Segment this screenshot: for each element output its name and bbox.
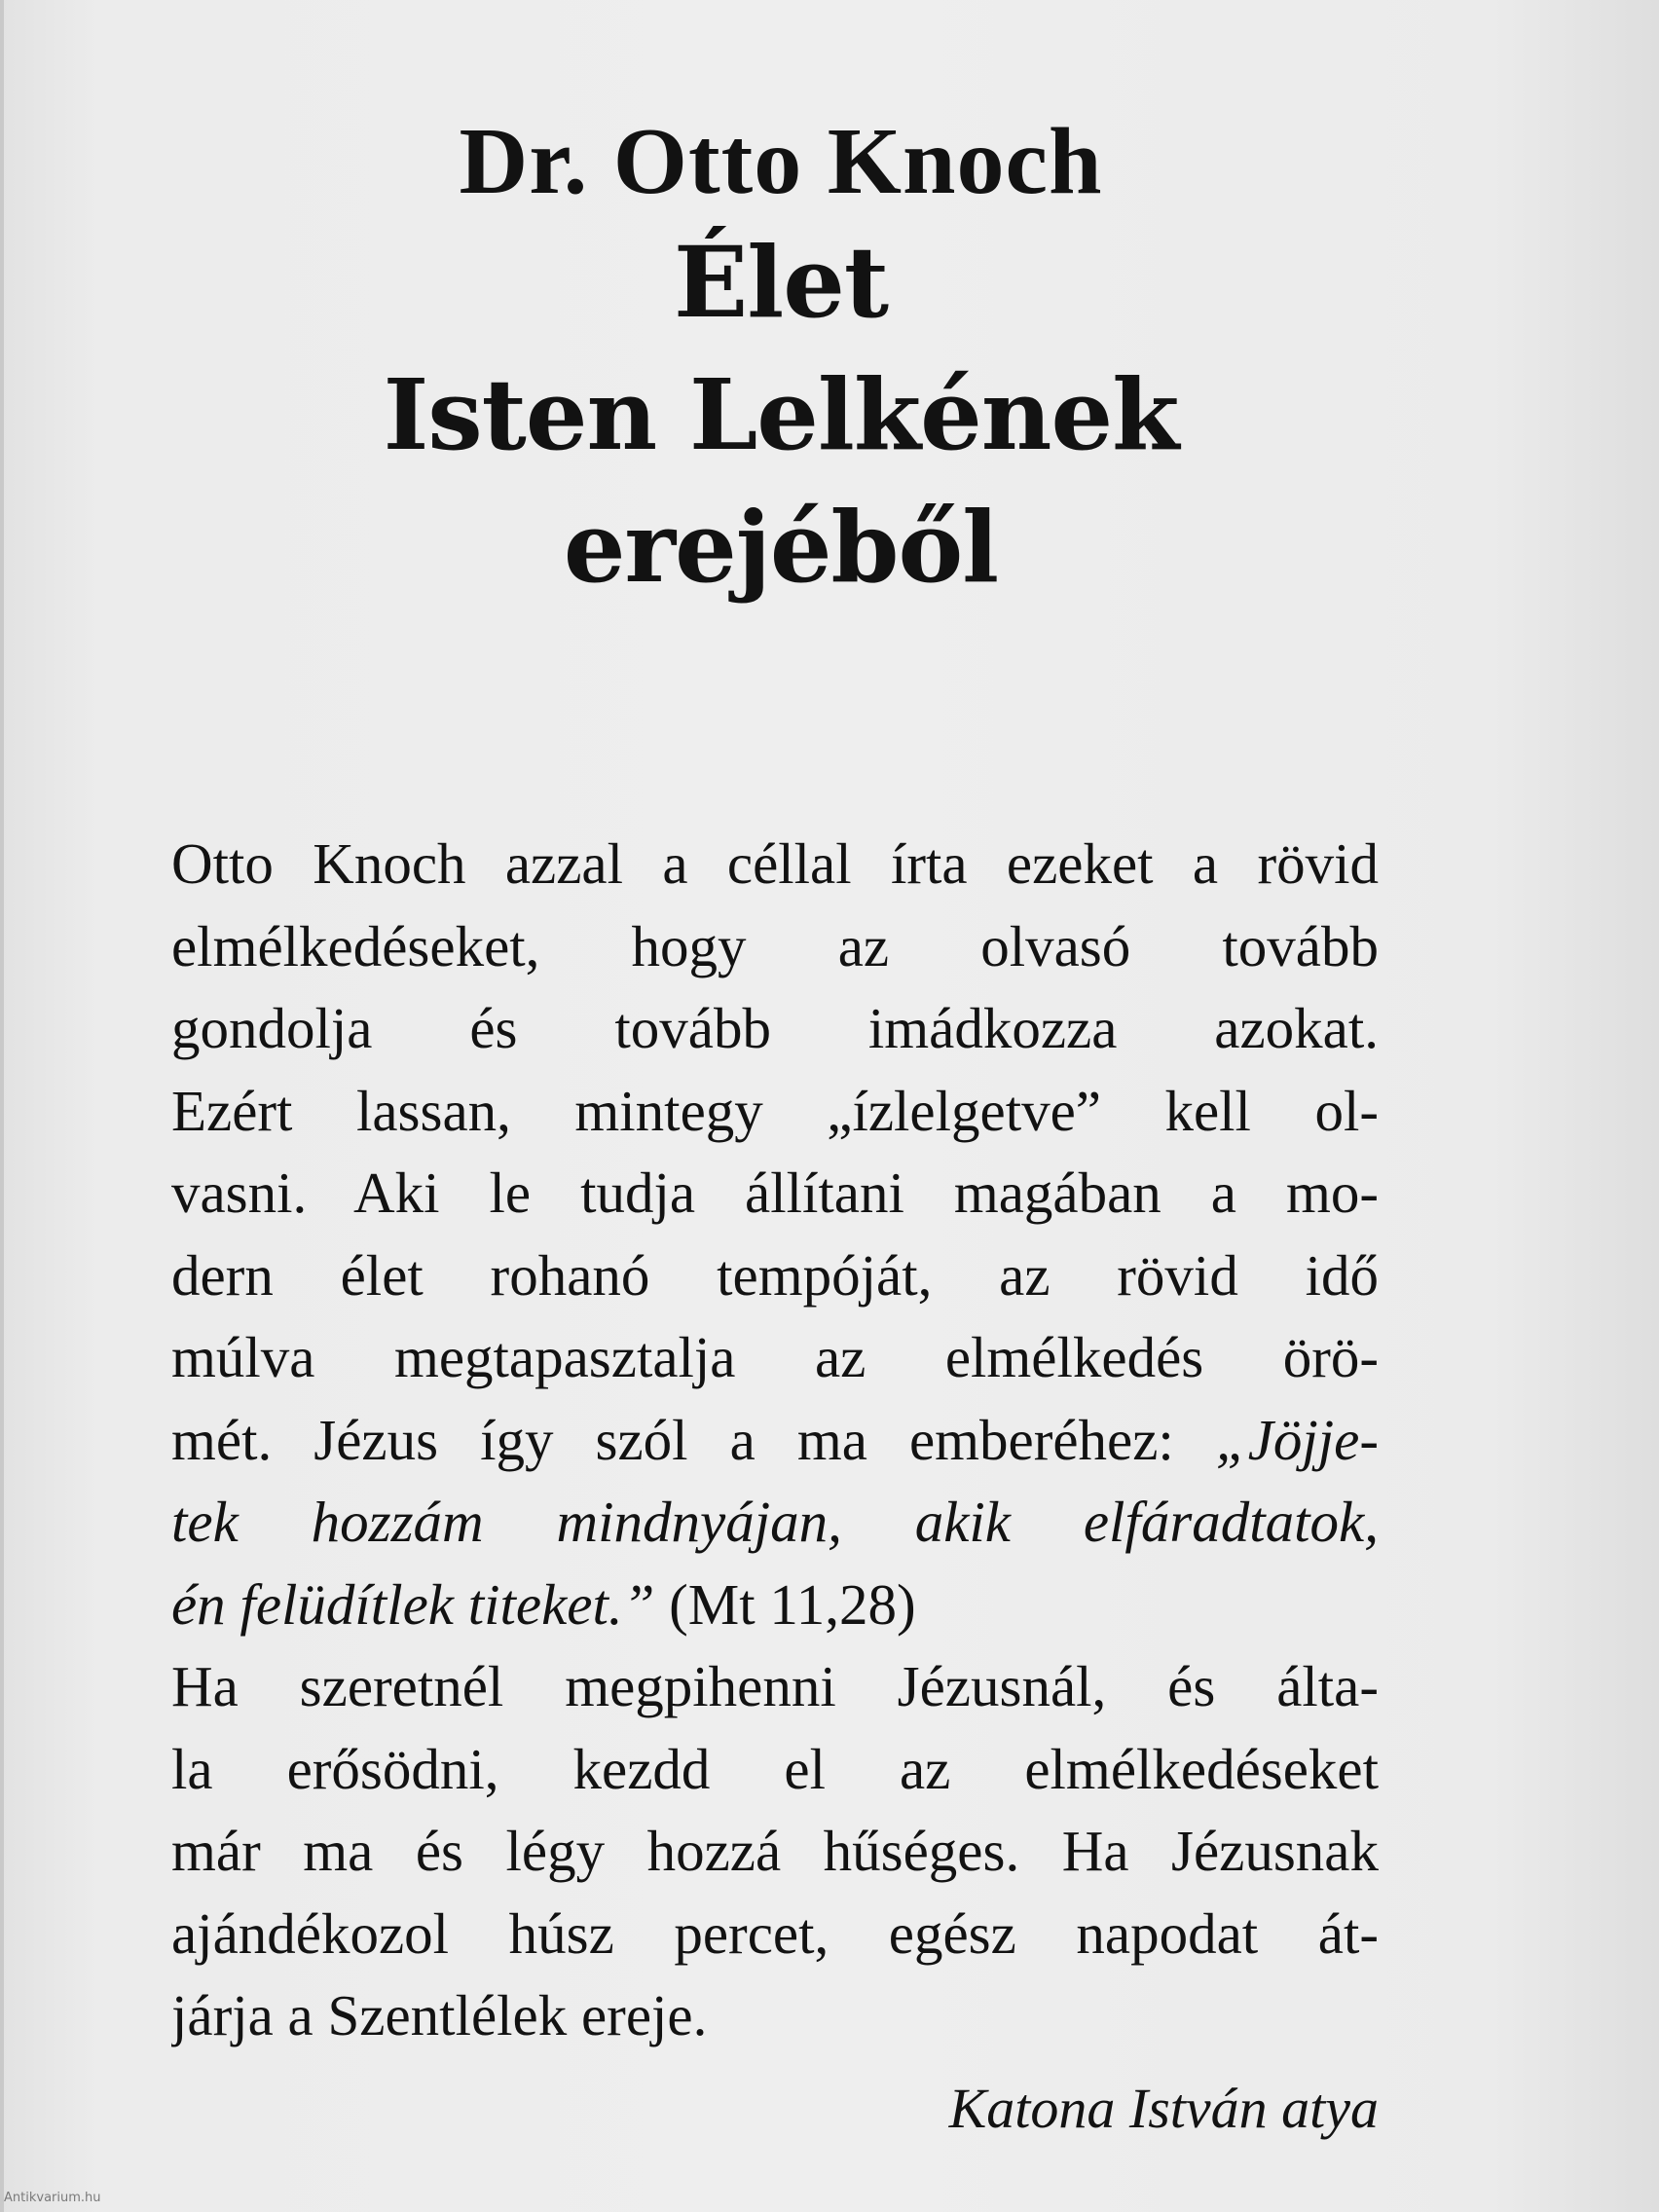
book-title-line-1: Élet <box>673 225 889 340</box>
title-block <box>0 107 1562 613</box>
quote-segment: „Jöjje- <box>1215 1407 1379 1472</box>
author-name: Dr. Otto Knoch <box>459 109 1103 214</box>
quote-line: tek hozzám mindnyájan, akik elfáradtatok, <box>171 1490 1379 1554</box>
blurb-text <box>171 823 1379 2057</box>
blurb-line-mixed <box>171 1399 1379 1482</box>
blurb-line: járja a Szentlélek ereje. <box>171 1983 708 2047</box>
blurb-line: Ezért lassan, mintegy „ízlelgetve” kell ol- <box>171 1078 1379 1143</box>
book-title-line-3: erejéből <box>563 490 999 605</box>
blurb-line: dern élet rohanó tempóját, az rövid idő <box>171 1242 1379 1308</box>
blurb-line: Otto Knoch azzal a céllal írta ezeket a rövid <box>171 831 1379 896</box>
blurb-line: ajándékozol húsz percet, egész napodat át- <box>171 1900 1379 1966</box>
blurb-line: vasni. Aki le tudja állítani magában a mo- <box>171 1161 1379 1225</box>
signature: Katona István atya <box>948 2077 1379 2140</box>
quote-segment: én felüdítlek titeket.” <box>171 1571 655 1637</box>
blurb-line: la erősödni, kezdd el az elmélkedéseket <box>171 1736 1379 1801</box>
blurb-line: múlva megtapasztalja az elmélkedés örö- <box>171 1325 1379 1389</box>
blurb-line: már ma és légy hozzá hűséges. Ha Jézusnak <box>171 1819 1379 1883</box>
blurb-text-segment: mét. Jézus így szól a ma emberéhez: <box>171 1407 1174 1472</box>
bible-reference: (Mt 11,28) <box>669 1571 916 1637</box>
watermark: Antikvarium.hu <box>4 2191 101 2205</box>
blurb-line: gondolja és tovább imádkozza azokat. <box>171 996 1379 1060</box>
blurb-line: Ha szeretnél megpihenni Jézusnál, és álta- <box>171 1654 1379 1718</box>
quote-line-with-reference <box>171 1564 1379 1646</box>
blurb-line: elmélkedéseket, hogy az olvasó tovább <box>171 913 1379 978</box>
book-title-line-2: Isten Lelkének <box>383 357 1179 472</box>
